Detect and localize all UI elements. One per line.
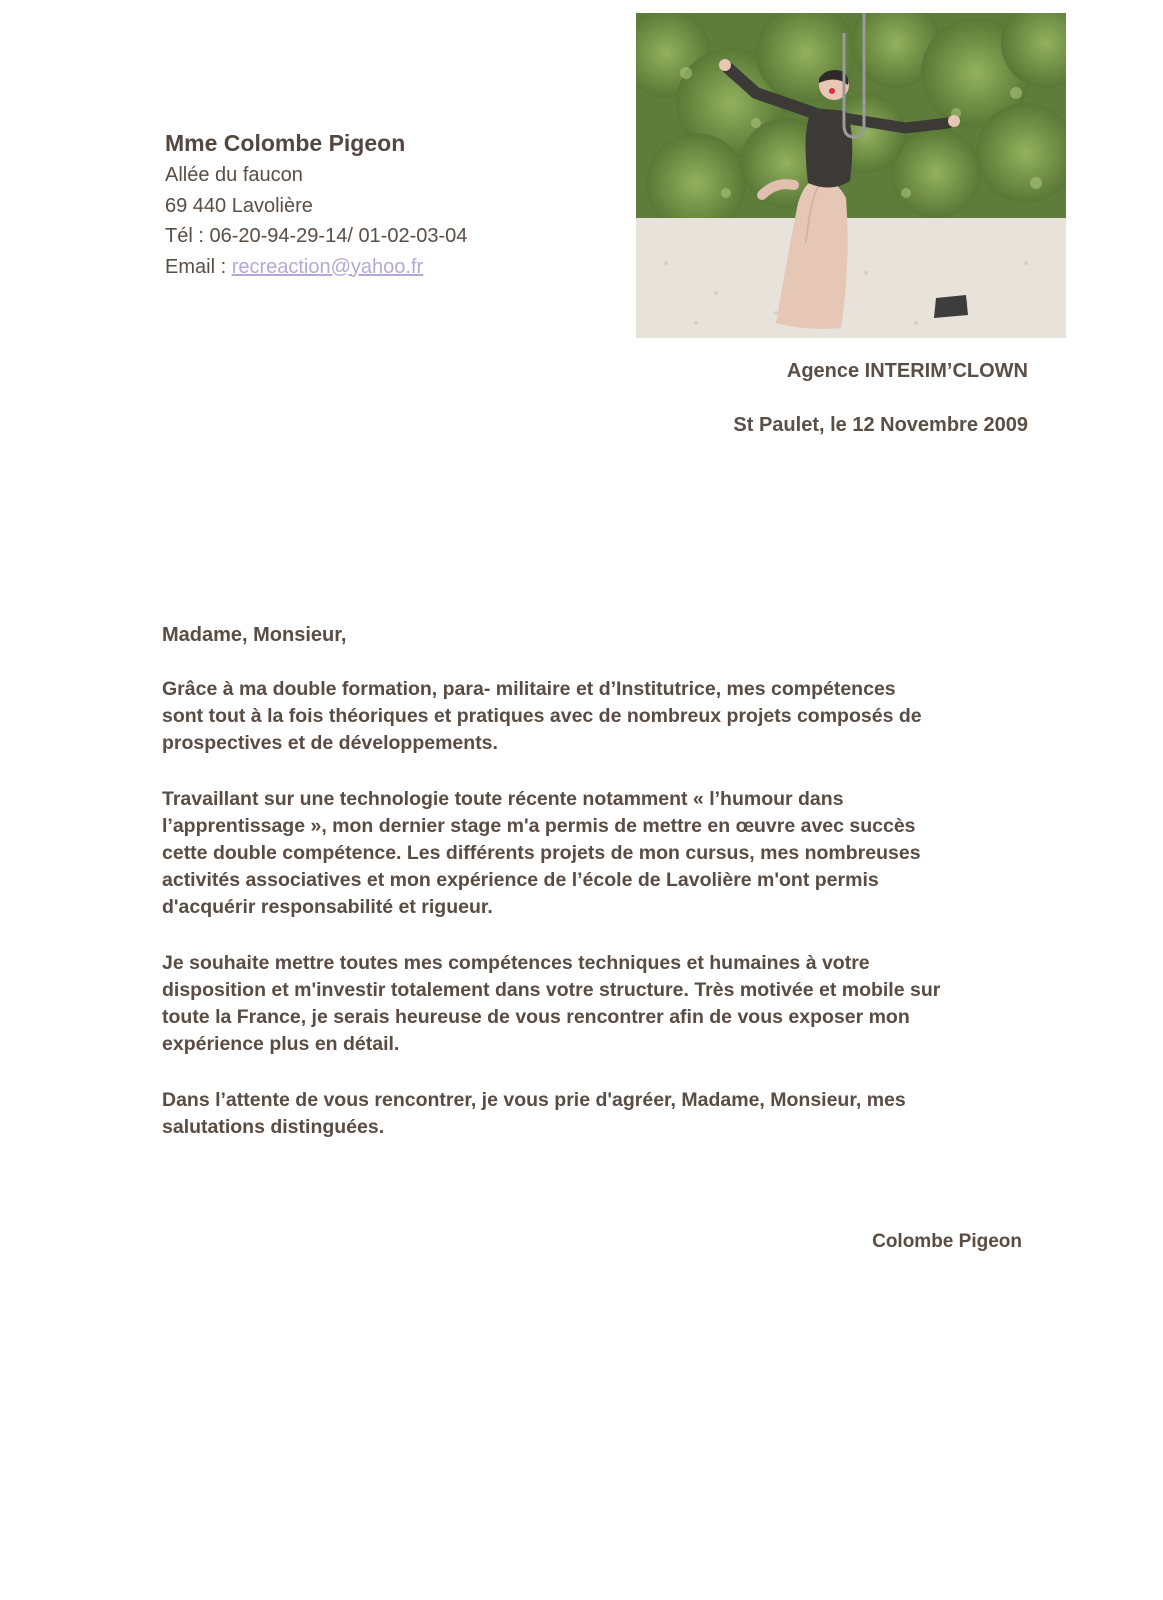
line: salutations distinguées. bbox=[162, 1116, 385, 1138]
clown-photo bbox=[636, 13, 1066, 338]
line: cette double compétence. Les différents projets de mon cursus, mes nombreuses bbox=[162, 842, 921, 864]
line: sont tout à la fois théoriques et pratiques avec de nombreux projets composés de bbox=[162, 705, 922, 727]
line: disposition et m'investir totalement dans votre structure. Très motivée et mobile sur bbox=[162, 979, 941, 1001]
sender-name: Mme Colombe Pigeon bbox=[165, 130, 406, 156]
email-link[interactable]: recreaction@yahoo.fr bbox=[231, 255, 424, 278]
signature: Colombe Pigeon bbox=[872, 1231, 1022, 1252]
email-label: Email : bbox=[165, 255, 232, 278]
line: Je souhaite mettre toutes mes compétences techniques et humaines à votre bbox=[162, 952, 870, 974]
sender-street: Allée du faucon bbox=[165, 164, 303, 186]
line: expérience plus en détail. bbox=[162, 1033, 400, 1055]
paragraph-2 bbox=[162, 786, 1022, 921]
line: prospectives et de développements. bbox=[162, 732, 498, 754]
sender-email-line bbox=[165, 252, 467, 283]
sender-block bbox=[165, 126, 467, 282]
paragraph-4 bbox=[162, 1087, 1022, 1141]
sender-phone: Tél : 06-20-94-29-14/ 01-02-03-04 bbox=[165, 225, 468, 247]
line: activités associatives et mon expérience de l’école de Lavolière m'ont permis bbox=[162, 869, 879, 891]
paragraph-1 bbox=[162, 676, 1022, 757]
line: d'acquérir responsabilité et rigueur. bbox=[162, 896, 493, 918]
line: l’apprentissage », mon dernier stage m'a permis de mettre en œuvre avec succès bbox=[162, 815, 916, 837]
photo-illustration bbox=[636, 13, 1066, 338]
paragraph-3 bbox=[162, 950, 1022, 1058]
line: toute la France, je serais heureuse de vous rencontrer afin de vous exposer mon bbox=[162, 1006, 910, 1028]
line: Travaillant sur une technologie toute récente notamment « l’humour dans bbox=[162, 788, 844, 810]
line: Grâce à ma double formation, para- militaire et d’Institutrice, mes compétences bbox=[162, 678, 896, 700]
letter-date: St Paulet, le 12 Novembre 2009 bbox=[733, 414, 1028, 436]
line: Dans l’attente de vous rencontrer, je vous prie d'agréer, Madame, Monsieur, mes bbox=[162, 1089, 906, 1111]
recipient-agency: Agence INTERIM’CLOWN bbox=[786, 360, 1028, 382]
letter-body bbox=[162, 622, 1022, 1170]
sender-city: 69 440 Lavolière bbox=[165, 194, 313, 217]
salutation: Madame, Monsieur, bbox=[162, 624, 347, 646]
